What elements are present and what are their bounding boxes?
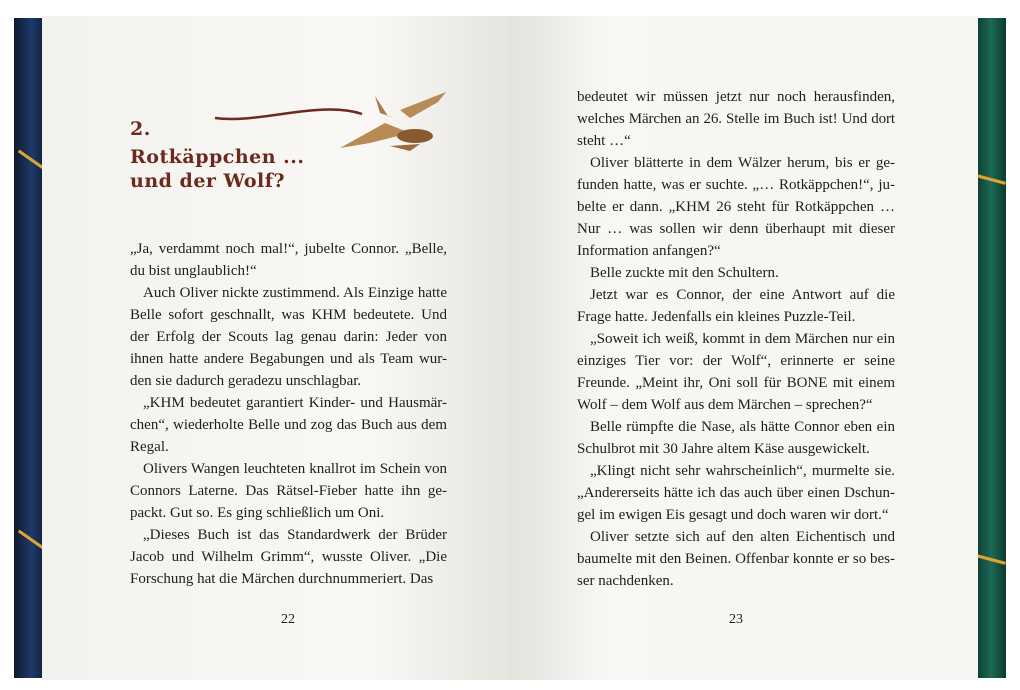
text-line: „KHM bedeutet garantiert Kinder- und Hausmär-	[143, 395, 447, 411]
text-line: ihnen hatte andere Begabungen und als Team wur-	[130, 351, 447, 367]
text-line: Information anfangen?“	[577, 243, 721, 259]
text-line: belte er dann. „KHM 26 steht für Rotkäppchen …	[577, 199, 895, 215]
text-line: einziges Tier vor: der Wolf“, erinnerte er seine	[577, 353, 895, 369]
text-line: Wolf – dem Wolf aus dem Märchen – sprechen?“	[577, 397, 873, 413]
text-line: Jetzt war es Connor, der eine Antwort auf die	[590, 287, 895, 303]
text-line: steht …“	[577, 133, 631, 149]
text-line: Freunde. „Meint ihr, Oni soll für BONE mit einem	[577, 375, 895, 391]
text-line: „Ja, verdammt noch mal!“, jubelte Connor. „Belle,	[130, 241, 447, 257]
text-line: Belle rümpfte die Nase, als hätte Connor eben ein	[590, 419, 895, 435]
text-line: chen“, wiederholte Belle und zog das Buch aus dem	[130, 417, 447, 433]
page-number-right: 23	[729, 612, 743, 627]
text-line: „Soweit ich weiß, kommt in dem Märchen nur ein	[590, 331, 895, 347]
chapter-number: 2.	[130, 118, 151, 140]
text-line: Schulbrot mit 30 Jahre altem Käse ausgewickelt.	[577, 441, 870, 457]
text-line: „Klingt nicht sehr wahrscheinlich“, murmelte sie.	[590, 463, 895, 479]
text-line: den sie dadurch geradezu unschlagbar.	[130, 373, 362, 389]
text-line: Regal.	[130, 439, 169, 455]
cover-stripe	[976, 554, 1006, 565]
flying-machine-illustration	[210, 88, 450, 153]
text-line: bedeutet wir müssen jetzt nur noch herausfinden,	[577, 89, 895, 105]
text-line: Frage hatte. Jedenfalls ein kleines Puzzle-Teil.	[577, 309, 856, 325]
cover-stripe	[18, 150, 44, 170]
cover-stripe	[18, 530, 44, 550]
text-line: „Dieses Buch ist das Standardwerk der Brüder	[143, 527, 447, 543]
book-cover-right	[976, 18, 1006, 678]
text-line: ser nachdenken.	[577, 573, 674, 589]
text-line: welches Märchen an 26. Stelle im Buch ist! Und dort	[577, 111, 895, 127]
text-line: baumelte mit den Beinen. Offenbar konnte er so bes-	[577, 551, 895, 567]
text-line: Oliver blätterte in dem Wälzer herum, bis er ge-	[590, 155, 895, 171]
text-line: Belle zuckte mit den Schultern.	[590, 265, 779, 281]
text-line: Oliver setzte sich auf den alten Eichentisch und	[590, 529, 895, 545]
text-line: gel im ewigen Eis gesagt und doch waren wir dort.“	[577, 507, 889, 523]
text-line: packt. Gut so. Es ging schließlich um Oni.	[130, 505, 385, 521]
text-line: der Erfolg der Scouts lag genau darin: Jeder von	[130, 329, 447, 345]
text-line: Belle sofort geschnallt, was KHM bedeutete. Und	[130, 307, 447, 323]
text-line: du bist unglaublich!“	[130, 263, 257, 279]
text-line: Connors Laterne. Das Rätsel-Fieber hatte ihn ge-	[130, 483, 447, 499]
text-line: Olivers Wangen leuchteten knallrot im Schein von	[143, 461, 447, 477]
text-line: funden hatte, was er suchte. „… Rotkäppchen!“, ju-	[577, 177, 895, 193]
cover-stripe	[976, 174, 1006, 185]
text-line: Auch Oliver nickte zustimmend. Als Einzige hatte	[143, 285, 447, 301]
book-cover-left	[14, 18, 44, 678]
text-line: Forschung hat die Märchen durchnummeriert. Das	[130, 571, 434, 587]
text-line: Jacob und Wilhelm Grimm“, wusste Oliver. „Die	[130, 549, 447, 565]
text-line: „Andererseits hätte ich das auch über einen Dschun-	[577, 485, 895, 501]
chapter-title-line-2: und der Wolf?	[130, 170, 286, 192]
text-line: Nur … was sollen wir denn überhaupt mit dieser	[577, 221, 895, 237]
page-number-left: 22	[281, 612, 295, 627]
chapter-title-line-1: Rotkäppchen ...	[130, 146, 305, 168]
